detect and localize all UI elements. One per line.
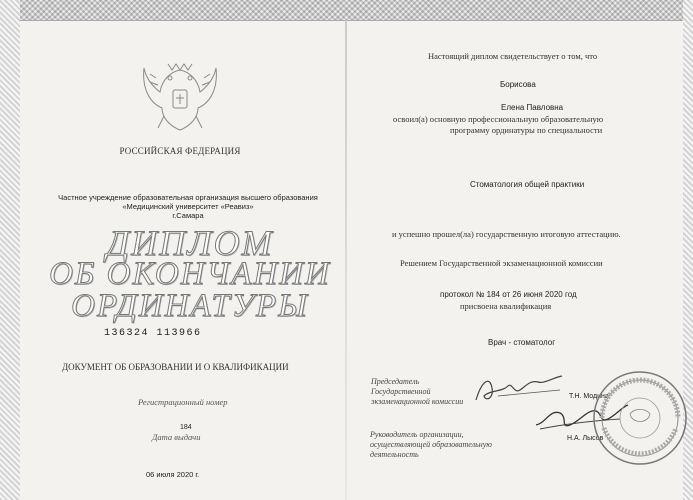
protocol-number: протокол № 184 от 26 июня 2020 год — [440, 290, 577, 299]
coat-of-arms-icon — [140, 56, 220, 140]
diploma-title-line: ОРДИНАТУРЫ — [71, 288, 309, 324]
graduate-given-name: Елена Павловна — [501, 103, 564, 112]
organization-line: г.Самара — [172, 211, 204, 220]
qualification-assigned-label: присвоена квалификация — [460, 301, 552, 311]
qualification: Врач - стоматолог — [488, 338, 556, 347]
certificate-intro: Настоящий диплом свидетельствует о том, что — [428, 51, 598, 61]
head-label-line: деятельность — [370, 450, 419, 459]
organization-line: «Медицинский университет «Реавиз» — [122, 202, 254, 211]
commission-decision: Решением Государственной экзаменационной комиссии — [400, 258, 603, 268]
commission-chair-label — [371, 377, 481, 407]
diploma-title-line: ДИПЛОМ — [106, 223, 274, 263]
official-seal-icon — [590, 368, 690, 468]
organization-name — [58, 193, 318, 220]
head-label-line: осуществляющей образовательную — [370, 440, 492, 449]
chair-label-line: Государственной — [371, 387, 431, 396]
decorative-border-top — [0, 0, 693, 21]
serial-number: 136324 113966 — [104, 328, 202, 339]
head-name: Н.А. Лысов — [567, 435, 604, 442]
registration-label: Регистрационный номер — [138, 397, 228, 407]
attestation-statement: и успешно прошел(ла) государственную итоговую аттестацию. — [392, 229, 621, 239]
chair-label-line: Председатель — [371, 377, 420, 386]
head-label-line: Руководитель организации, — [370, 430, 464, 439]
issue-date: 06 июля 2020 г. — [146, 470, 200, 479]
diploma-title-line: ОБ ОКОНЧАНИИ — [49, 256, 331, 292]
program-statement: освоил(а) основную профессиональную образовательную — [393, 114, 604, 124]
issue-date-label: Дата выдачи — [152, 432, 201, 442]
organization-line: Частное учреждение образовательная организация высшего образования — [58, 193, 318, 202]
chair-label-line: экзаменационной комиссии — [371, 397, 464, 406]
document-type: ДОКУМЕНТ ОБ ОБРАЗОВАНИИ И О КВАЛИФИКАЦИИ — [62, 362, 289, 372]
program-statement: программу ординатуры по специальности — [450, 125, 603, 135]
country-name: РОССИЙСКАЯ ФЕДЕРАЦИЯ — [119, 146, 241, 156]
organization-head-label — [370, 430, 510, 460]
chair-name: Т.Н. Модина — [569, 393, 609, 400]
graduate-surname: Борисова — [500, 80, 536, 89]
page-fold — [345, 20, 347, 500]
registration-number: 184 — [180, 424, 192, 431]
decorative-border-left — [0, 0, 20, 500]
specialty: Стоматология общей практики — [470, 180, 585, 189]
